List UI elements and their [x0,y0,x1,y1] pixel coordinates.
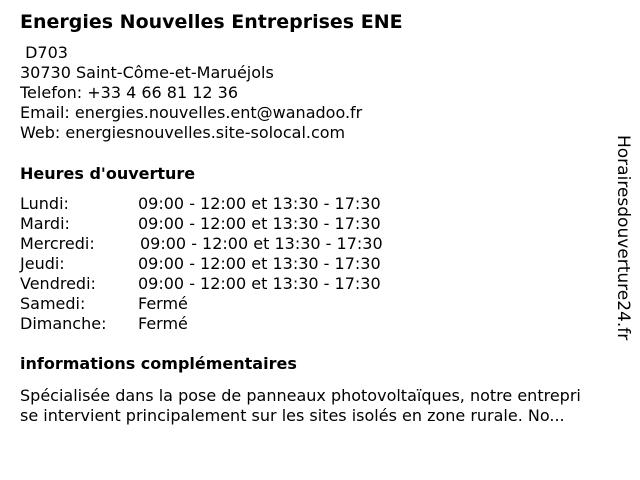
hours-day: Mardi: [20,214,70,233]
email-line: Email: energies.nouvelles.ent@wanadoo.fr [20,103,363,122]
hours-heading: Heures d'ouverture [20,164,196,183]
hours-row-thursday [20,254,383,274]
hours-time: 09:00 - 12:00 et 13:30 - 17:30 [140,234,383,253]
hours-day: Dimanche: [20,314,107,333]
site-brand-vertical[interactable]: Horairesdouverture24.fr [613,135,633,341]
hours-day: Samedi: [20,294,86,313]
hours-row-monday [20,194,383,214]
info-description [20,386,626,426]
hours-day: Lundi: [20,194,69,213]
info-line: se intervient principalement sur les sites isolés en zone rurale. No... [20,406,565,425]
address-line-city: 30730 Saint-Côme-et-Maruéjols [20,63,274,82]
hours-time: Fermé [138,314,188,333]
address-line-street: D703 [20,43,68,62]
hours-day: Mercredi: [20,234,95,253]
phone-line: Telefon: +33 4 66 81 12 36 [20,83,239,102]
hours-time: Fermé [138,294,188,313]
hours-row-wednesday [20,234,383,254]
hours-row-saturday [20,294,383,314]
hours-time: 09:00 - 12:00 et 13:30 - 17:30 [138,214,381,233]
hours-row-tuesday [20,214,383,234]
info-line: Spécialisée dans la pose de panneaux photovoltaïques, notre entrepri [20,386,581,405]
business-name: Energies Nouvelles Entreprises ENE [20,11,403,33]
hours-time: 09:00 - 12:00 et 13:30 - 17:30 [138,274,381,293]
hours-day: Jeudi: [20,254,65,273]
hours-day: Vendredi: [20,274,96,293]
hours-time: 09:00 - 12:00 et 13:30 - 17:30 [138,194,381,213]
hours-row-friday [20,274,383,294]
contact-block [20,43,362,143]
hours-table [20,194,383,334]
hours-row-sunday [20,314,383,334]
hours-time: 09:00 - 12:00 et 13:30 - 17:30 [138,254,381,273]
web-line: Web: energiesnouvelles.site-solocal.com [20,123,346,142]
info-heading: informations complémentaires [20,354,297,373]
